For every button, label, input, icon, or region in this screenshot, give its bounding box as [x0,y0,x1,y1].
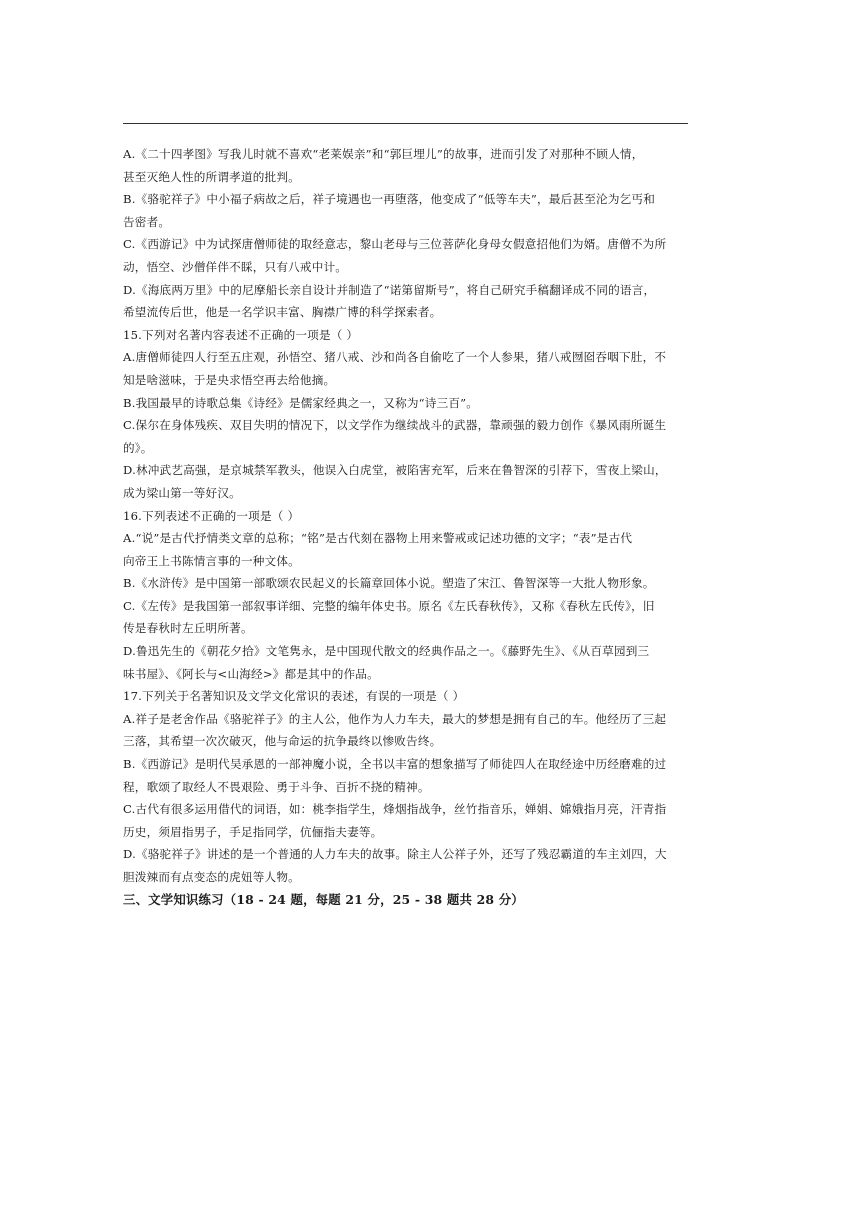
text-line: A.《二十四孝图》写我儿时就不喜欢“老莱娱亲”和“郭巨埋儿”的故事，进而引发了对那种不顾人情， [123,147,644,161]
text-line: 向帝王上书陈情言事的一种文体。 [123,553,300,568]
text-line: B.《西游记》是明代吴承恩的一部神魔小说，全书以丰富的想象描写了师徒四人在取经途中历经磨难的过 [123,757,667,772]
text-line: 知是啥滋味，于是央求悟空再去给他摘。 [123,372,336,387]
text-line: B.《骆驼祥子》中小福子病故之后，祥子境遇也一再堕落，他变成了“低等车夫”，最后甚至沦为乞丐和 [123,192,655,207]
text-line: 传是春秋时左丘明所著。 [123,621,253,636]
question-17-stem: 17.下列关于名著知识及文学文化常识的表述，有误的一项是（ ） [123,689,465,704]
text-line: C.《西游记》中为试探唐僧师徒的取经意志，黎山老母与三位菩萨化身母女假意招他们为婿。唐僧不为所 [123,237,667,252]
text-line: C.古代有很多运用借代的词语，如：桃李指学生，烽烟指战争，丝竹指音乐，婵娟、嫦娥指月亮，汗青指 [123,802,667,817]
header-rule [123,123,688,124]
text-line: 成为梁山第一等好汉。 [123,485,241,500]
text-line: A.“说”是古代抒情类文章的总称；“铭”是古代刻在器物上用来警戒或记述功德的文字；“表”是古代 [123,531,633,546]
text-line: 程，歌颂了取经人不畏艰险、勇于斗争、百折不挠的精神。 [123,779,430,794]
text-line: 历史，须眉指男子，手足指同学，伉俪指夫妻等。 [123,824,383,839]
text-line: 希望流传后世，他是一名学识丰富、胸襟广博的科学探索者。 [123,305,442,320]
document-body [123,143,691,911]
text-line: D.鲁迅先生的《朝花夕拾》文笔隽永，是中国现代散文的经典作品之一。《藤野先生》、《从百草园到三 [123,644,650,659]
text-line: B.《水浒传》是中国第一部歌颂农民起义的长篇章回体小说。塑造了宋江、鲁智深等一大批人物形象。 [123,576,655,591]
text-line: A.祥子是老舍作品《骆驼祥子》的主人公，他作为人力车夫，最大的梦想是拥有自己的车。他经历了三起 [123,711,667,726]
section-heading: 三、文学知识练习（18 - 24 题，每题 21 分，25 - 38 题共 28 分） [123,891,524,907]
text-line: C.《左传》是我国第一部叙事详细、完整的编年体史书。原名《左氏春秋传》，又称《春秋左氏传》，旧 [123,598,655,613]
text-line: D.《海底两万里》中的尼摩船长亲自设计并制造了“诺第留斯号”，将自己研究手稿翻译成不同的语言， [123,282,656,297]
text-line: 的》。 [123,440,153,455]
text-line: B.我国最早的诗歌总集《诗经》是儒家经典之一，又称为“诗三百”。 [123,395,479,410]
text-line: 三落，其希望一次次破灭，他与命运的抗争最终以惨败告终。 [123,734,442,749]
text-line: 胆泼辣而有点变态的虎妞等人物。 [123,870,300,884]
text-line: 告密者。 [123,214,171,229]
text-line: 动，悟空、沙僧佯伴不睬，只有八戒中计。 [123,259,348,274]
text-line: D.林冲武艺高强，是京城禁军教头，他误入白虎堂，被陷害充军，后来在鲁智深的引荐下，雪夜上梁山， [123,463,667,478]
text-line: C.保尔在身体残疾、双目失明的情况下，以文学作为继续战斗的武器，靠顽强的毅力创作《暴风雨所诞生 [123,418,667,433]
question-15-stem: 15.下列对名著内容表述不正确的一项是（ ） [123,327,359,342]
text-line: 味书屋》、《阿长与<山海经>》都是其中的作品。 [123,666,379,681]
text-line: D.《骆驼祥子》讲述的是一个普通的人力车夫的故事。除主人公祥子外，还写了残忍霸道的车主刘四，大 [123,847,667,862]
question-16-stem: 16.下列表述不正确的一项是（ ） [123,508,300,523]
text-line: 甚至灭绝人性的所谓孝道的批判。 [123,169,300,184]
text-line: A.唐僧师徒四人行至五庄观，孙悟空、猪八戒、沙和尚各自偷吃了一个人参果，猪八戒囫囵吞咽下肚，不 [123,350,667,365]
